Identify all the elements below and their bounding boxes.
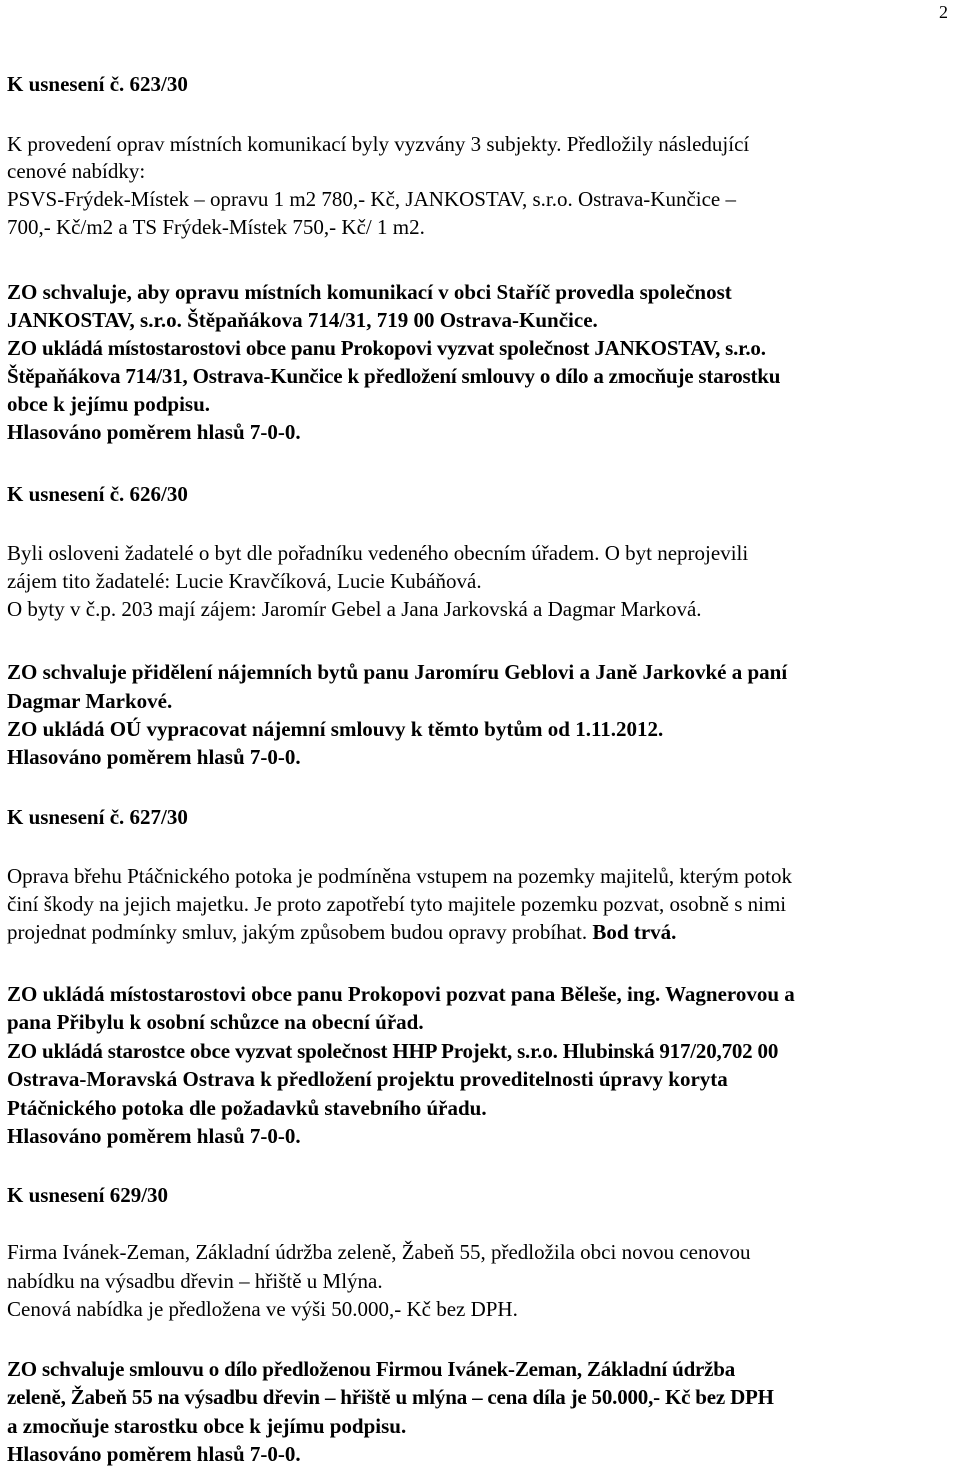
resolution-line: ZO ukládá starostce obce vyzvat společnost HHP Projekt, s.r.o. Hlubinská 917/20,702 00 [7, 1039, 779, 1063]
paragraph-line: Byli osloveni žadatelé o byt dle pořadníku vedeného obecním úřadem. O byt neprojevili [7, 541, 749, 565]
resolution-line: JANKOSTAV, s.r.o. Štěpaňákova 714/31, 719 00 Ostrava-Kunčice. [7, 308, 598, 332]
paragraph-line: K provedení oprav místních komunikací byly vyzvány 3 subjekty. Předložily následující [7, 132, 750, 156]
page-number: 2 [939, 2, 948, 22]
section-heading: K usnesení 629/30 [7, 1183, 169, 1207]
section-heading: K usnesení č. 626/30 [7, 482, 188, 506]
resolution-line: Štěpaňákova 714/31, Ostrava-Kunčice k předložení smlouvy o dílo a zmocňuje starostku [7, 364, 781, 388]
resolution-line: ZO ukládá místostarostovi obce panu Prokopovi pozvat pana Běleše, ing. Wagnerovou a [7, 982, 795, 1006]
paragraph-line [7, 920, 676, 944]
section-heading: K usnesení č. 623/30 [7, 72, 188, 96]
paragraph-line: zájem tito žadatelé: Lucie Kravčíková, Lucie Kubáňová. [7, 569, 482, 593]
resolution-line: ZO schvaluje přidělení nájemních bytů panu Jaromíru Geblovi a Janě Jarkovké a paní [7, 660, 788, 684]
section-heading: K usnesení č. 627/30 [7, 805, 188, 829]
resolution-line: ZO schvaluje smlouvu o dílo předloženou Firmou Ivánek-Zeman, Základní údržba [7, 1357, 736, 1381]
paragraph-line: činí škody na jejich majetku. Je proto zapotřebí tyto majitele pozemku pozvat, osobně s nimi [7, 892, 787, 916]
resolution-line: ZO ukládá místostarostovi obce panu Prokopovi vyzvat společnost JANKOSTAV, s.r.o. [7, 336, 766, 360]
vote-result: Hlasováno poměrem hlasů 7-0-0. [7, 1124, 301, 1148]
resolution-line: pana Přibylu k osobní schůzce na obecní úřad. [7, 1010, 424, 1034]
paragraph-line: O byty v č.p. 203 mají zájem: Jaromír Gebel a Jana Jarkovská a Dagmar Marková. [7, 597, 702, 621]
resolution-line: ZO schvaluje, aby opravu místních komunikací v obci Staříč provedla společnost [7, 280, 732, 304]
vote-result: Hlasováno poměrem hlasů 7-0-0. [7, 1442, 301, 1466]
status-note: Bod trvá. [592, 920, 677, 944]
resolution-line: zeleně, Žabeň 55 na výsadbu dřevin – hřiště u mlýna – cena díla je 50.000,- Kč bez DPH [7, 1385, 774, 1409]
vote-result: Hlasováno poměrem hlasů 7-0-0. [7, 420, 301, 444]
paragraph-line: Cenová nabídka je předložena ve výši 50.000,- Kč bez DPH. [7, 1297, 518, 1321]
paragraph-line: 700,- Kč/m2 a TS Frýdek-Místek 750,- Kč/ 1 m2. [7, 215, 425, 239]
resolution-line: Dagmar Markové. [7, 689, 173, 713]
paragraph-line: PSVS-Frýdek-Místek – opravu 1 m2 780,- Kč, JANKOSTAV, s.r.o. Ostrava-Kunčice – [7, 187, 736, 211]
resolution-line: obce k jejímu podpisu. [7, 392, 211, 416]
paragraph-line: Firma Ivánek-Zeman, Základní údržba zeleně, Žabeň 55, předložila obci novou cenovou [7, 1240, 751, 1264]
paragraph-line: nabídku na výsadbu dřevin – hřiště u Mlýna. [7, 1269, 383, 1293]
resolution-line: ZO ukládá OÚ vypracovat nájemní smlouvy k těmto bytům od 1.11.2012. [7, 717, 664, 741]
resolution-line: Ptáčnického potoka dle požadavků stavebního úřadu. [7, 1096, 487, 1120]
vote-result: Hlasováno poměrem hlasů 7-0-0. [7, 745, 301, 769]
paragraph-line: cenové nabídky: [7, 159, 146, 183]
resolution-line: a zmocňuje starostku obce k jejímu podpisu. [7, 1414, 407, 1438]
resolution-line: Ostrava-Moravská Ostrava k předložení projektu proveditelnosti úpravy koryta [7, 1067, 728, 1091]
paragraph-text: projednat podmínky smluv, jakým způsobem budou opravy probíhat. [7, 920, 588, 944]
paragraph-line: Oprava břehu Ptáčnického potoka je podmíněna vstupem na pozemky majitelů, kterým potok [7, 864, 792, 888]
